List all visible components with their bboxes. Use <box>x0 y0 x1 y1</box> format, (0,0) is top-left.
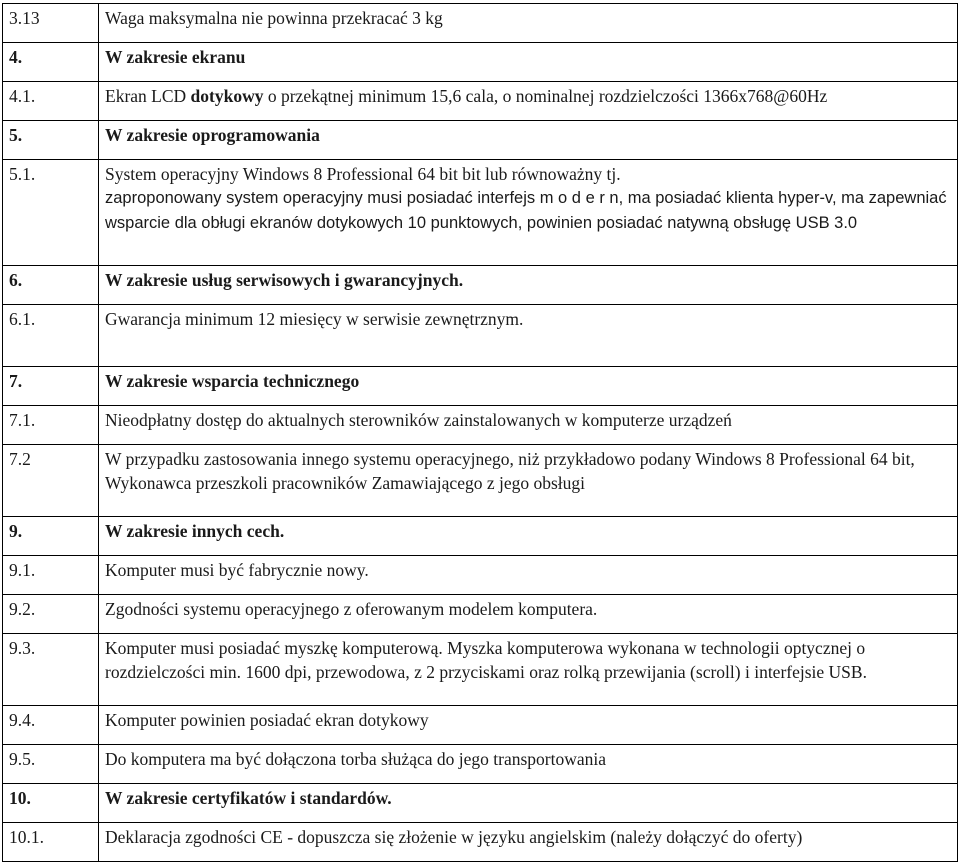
item-number: 10.1. <box>3 823 99 862</box>
item-number: 9.4. <box>3 706 99 745</box>
section-row <box>3 265 958 304</box>
table-row <box>3 405 958 444</box>
section-title: W zakresie certyfikatów i standardów. <box>99 784 958 823</box>
section-number: 4. <box>3 42 99 81</box>
item-text <box>99 159 958 265</box>
item-number: 3.13 <box>3 4 99 43</box>
item-text: Deklaracja zgodności CE - dopuszcza się złożenie w języku angielskim (należy dołączyć do oferty) <box>99 823 958 862</box>
item-text: Nieodpłatny dostęp do aktualnych sterowników zainstalowanych w komputerze urządzeń <box>99 405 958 444</box>
section-title: W zakresie ekranu <box>99 42 958 81</box>
item-number: 9.3. <box>3 633 99 705</box>
item-number: 4.1. <box>3 81 99 120</box>
item-number: 5.1. <box>3 159 99 265</box>
table-row <box>3 444 958 516</box>
table-row <box>3 304 958 366</box>
section-title: W zakresie wsparcia technicznego <box>99 366 958 405</box>
section-title: W zakresie innych cech. <box>99 517 958 556</box>
item-number: 7.2 <box>3 444 99 516</box>
item-text <box>99 81 958 120</box>
item-text-detail: zaproponowany system operacyjny musi posiadać interfejs m o d e r n, ma posiadać klienta hyper-v, ma zapewniać wsparcie dla obługi ekranów dotykowych 10 punktowych, powinien posiadać natywną obsługę USB 3.0 <box>105 189 947 232</box>
section-title: W zakresie oprogramowania <box>99 120 958 159</box>
section-row <box>3 42 958 81</box>
section-row <box>3 517 958 556</box>
section-number: 7. <box>3 366 99 405</box>
item-text-part: o przekątnej minimum 15,6 cala, o nominalnej rozdzielczości 1366x768@60Hz <box>263 85 828 106</box>
item-number: 7.1. <box>3 405 99 444</box>
section-number: 6. <box>3 265 99 304</box>
table-row <box>3 823 958 862</box>
item-text: Komputer powinien posiadać ekran dotykowy <box>99 706 958 745</box>
table-row <box>3 633 958 705</box>
item-text-line: System operacyjny Windows 8 Professional 64 bit bit lub równoważny tj. <box>105 163 621 184</box>
item-text: Komputer musi posiadać myszkę komputerową. Myszka komputerowa wykonana w technologii optycznej o rozdzielczości min. 1600 dpi, przewodowa, z 2 przyciskami oraz rolką przewijania (scroll) i interfejsie USB. <box>99 633 958 705</box>
item-text-emphasis: dotykowy <box>190 85 264 106</box>
item-number: 9.5. <box>3 745 99 784</box>
table-row <box>3 555 958 594</box>
section-row <box>3 784 958 823</box>
item-text: W przypadku zastosowania innego systemu operacyjnego, niż przykładowo podany Windows 8 Professional 64 bit, Wykonawca przeszkoli pracowników Zamawiającego z jego obsługi <box>99 444 958 516</box>
section-number: 5. <box>3 120 99 159</box>
table-row <box>3 4 958 43</box>
item-text: Zgodności systemu operacyjnego z oferowanym modelem komputera. <box>99 594 958 633</box>
section-row <box>3 120 958 159</box>
item-number: 9.1. <box>3 555 99 594</box>
item-text: Gwarancja minimum 12 miesięcy w serwisie zewnętrznym. <box>99 304 958 366</box>
item-text: Waga maksymalna nie powinna przekracać 3 kg <box>99 4 958 43</box>
section-number: 10. <box>3 784 99 823</box>
item-number: 6.1. <box>3 304 99 366</box>
table-row <box>3 159 958 265</box>
table-row <box>3 594 958 633</box>
section-title: W zakresie usług serwisowych i gwarancyjnych. <box>99 265 958 304</box>
table-row <box>3 706 958 745</box>
item-text: Do komputera ma być dołączona torba służąca do jego transportowania <box>99 745 958 784</box>
table-row <box>3 745 958 784</box>
specification-table <box>2 3 958 862</box>
item-text-part: Ekran LCD <box>105 85 191 106</box>
section-number: 9. <box>3 517 99 556</box>
table-row <box>3 81 958 120</box>
item-text: Komputer musi być fabrycznie nowy. <box>99 555 958 594</box>
item-number: 9.2. <box>3 594 99 633</box>
section-row <box>3 366 958 405</box>
